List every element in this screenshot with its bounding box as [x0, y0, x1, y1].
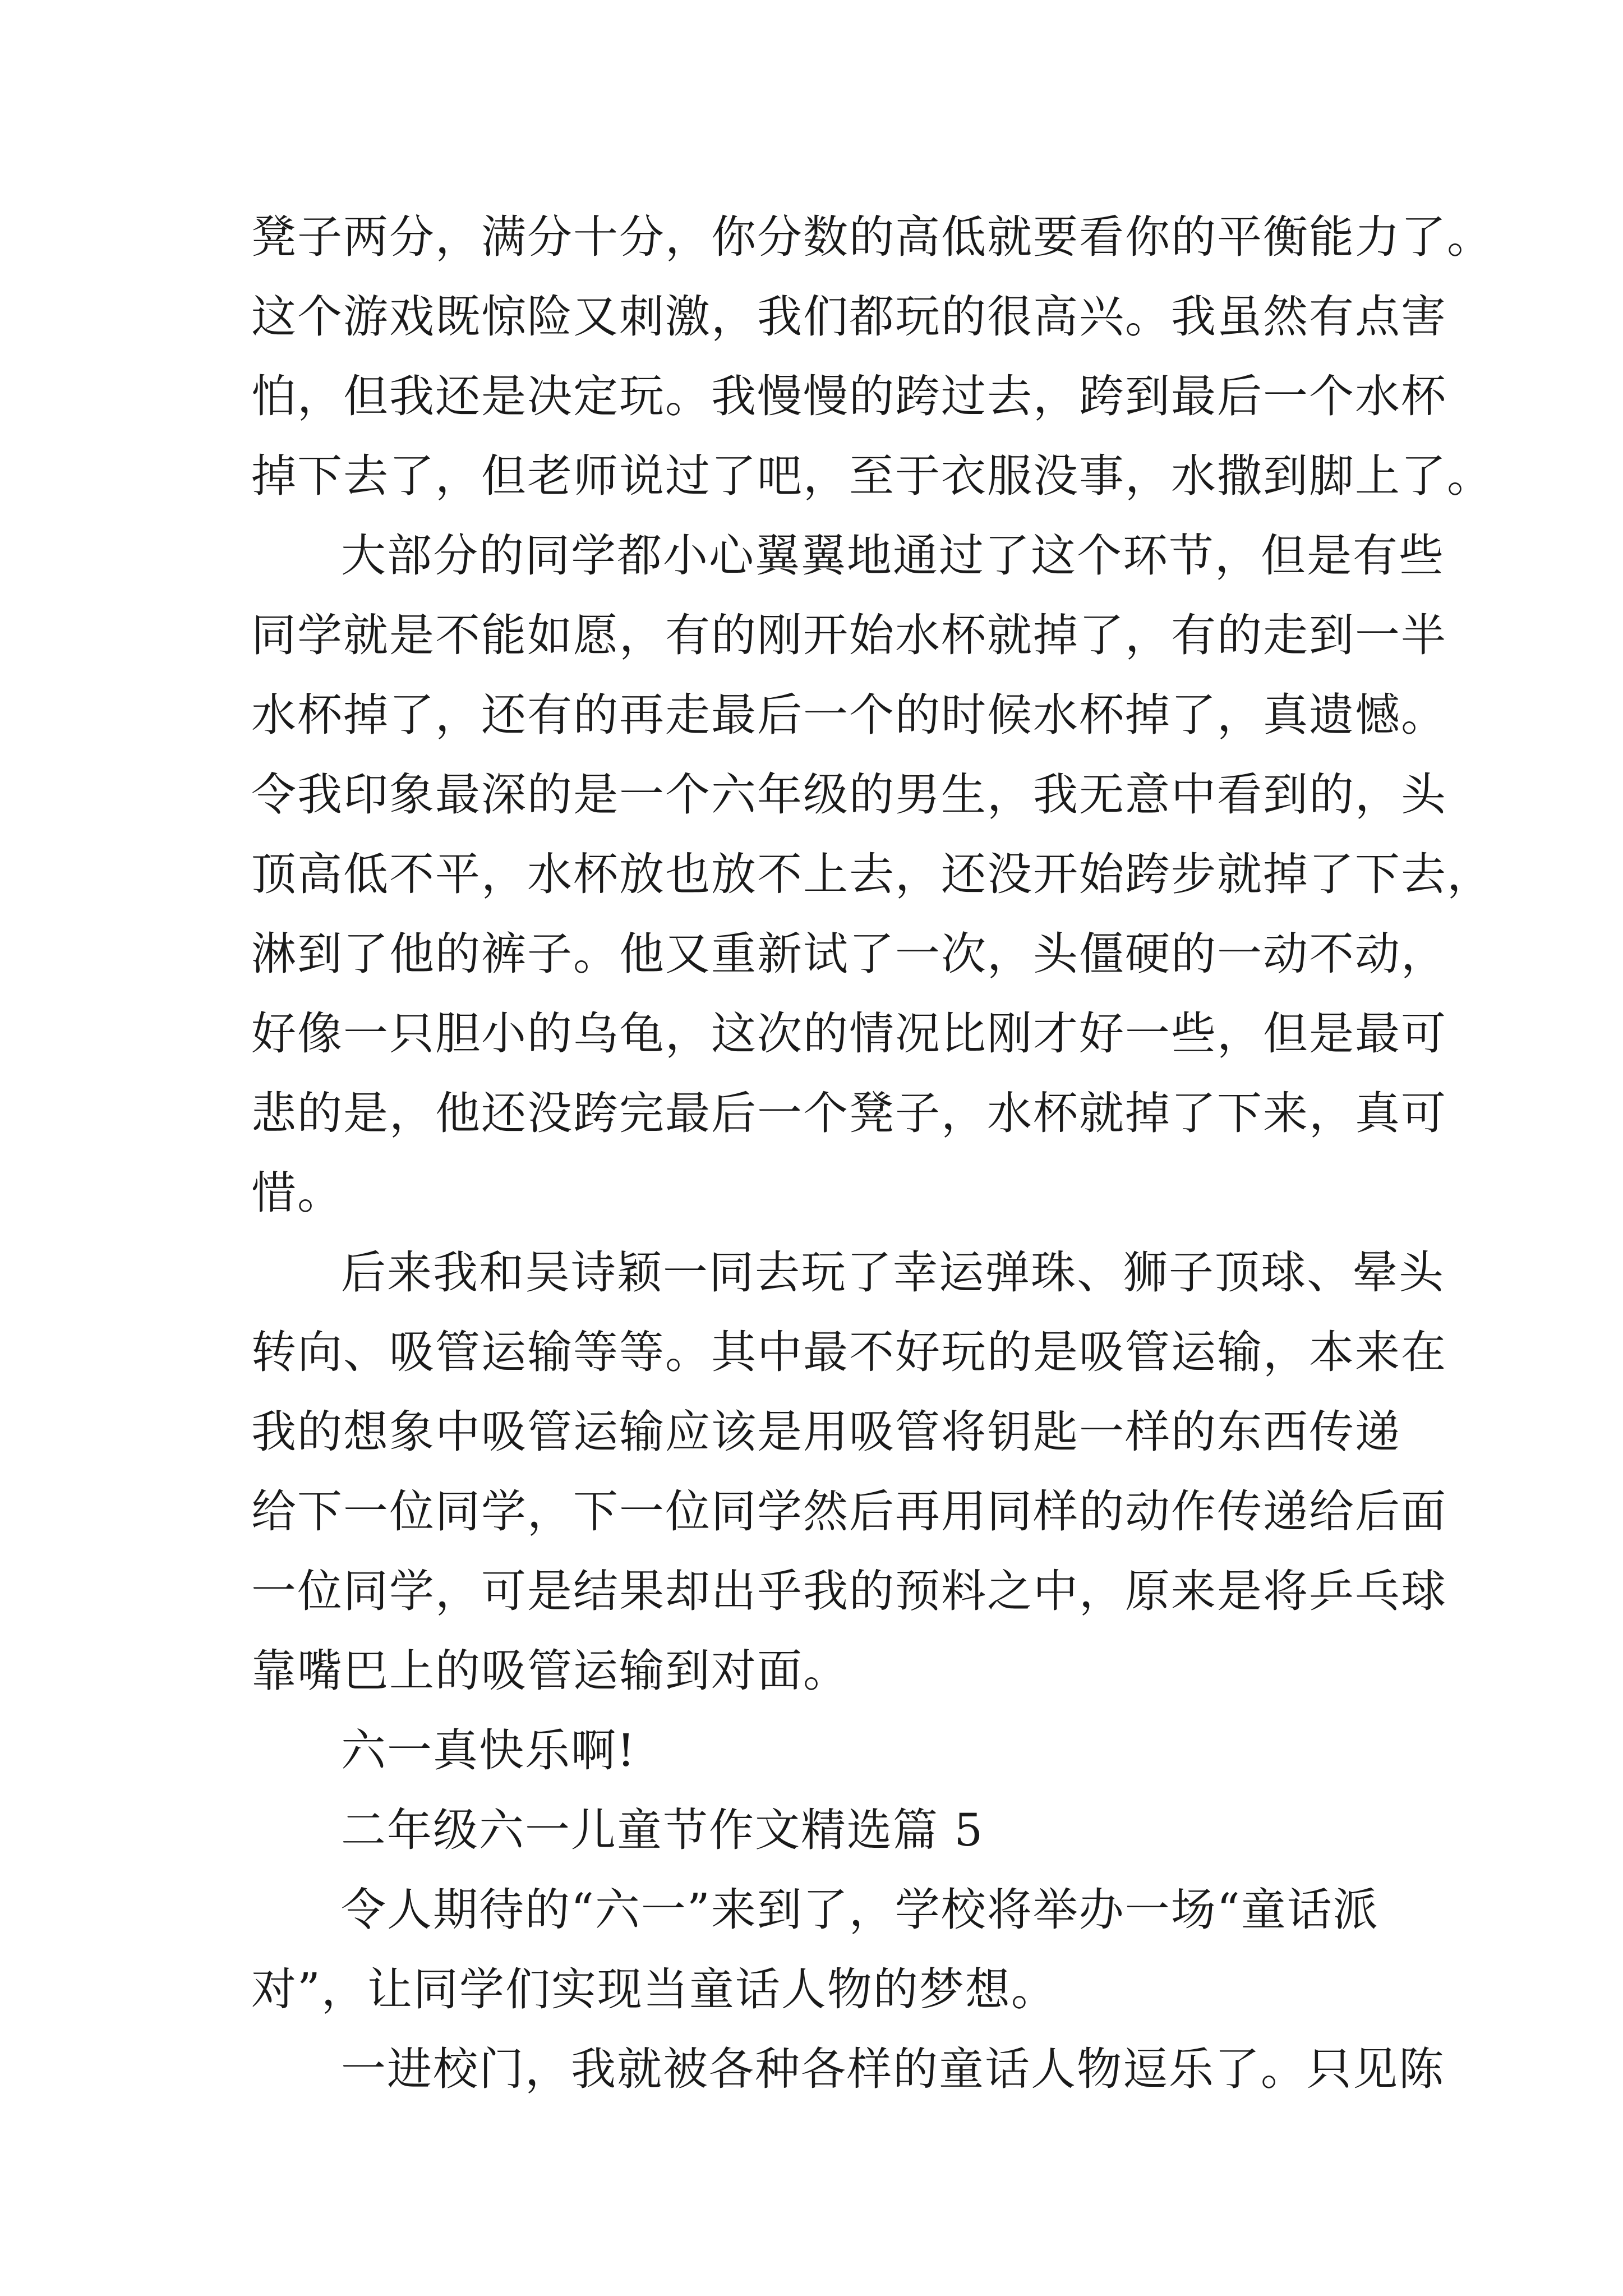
document-body [251, 197, 1493, 2109]
text-line: 怕，但我还是决定玩。我慢慢的跨过去，跨到最后一个水杯 [251, 370, 1447, 422]
paragraph-start-line: 令人期待的“六一”来到了，学校将举办一场“童话派 [341, 1884, 1379, 1936]
text-line: 惜。 [251, 1167, 343, 1219]
text-line: 水杯掉了，还有的再走最后一个的时候水杯掉了，真遗憾。 [251, 689, 1447, 741]
paragraph-start-line: 六一真快乐啊! [341, 1724, 637, 1777]
text-line: 我的想象中吸管运输应该是用吸管将钥匙一样的东西传递 [251, 1406, 1401, 1458]
text-line: 这个游戏既惊险又刺激，我们都玩的很高兴。我虽然有点害 [251, 291, 1447, 343]
text-line: 悲的是，他还没跨完最后一个凳子，水杯就掉了下来，真可 [251, 1087, 1447, 1139]
text-line: 给下一位同学，下一位同学然后再用同样的动作传递给后面 [251, 1485, 1447, 1538]
text-line: 顶高低不平，水杯放也放不上去，还没开始跨步就掉了下去， [251, 848, 1493, 900]
text-line: 掉下去了，但老师说过了吧，至于衣服没事，水撒到脚上了。 [251, 450, 1493, 502]
text-line: 一位同学，可是结果却出乎我的预料之中，原来是将乒乓球 [251, 1565, 1447, 1617]
paragraph-start-line: 后来我和吴诗颖一同去玩了幸运弹珠、狮子顶球、晕头 [341, 1246, 1445, 1299]
text-line: 凳子两分，满分十分，你分数的高低就要看你的平衡能力了。 [251, 211, 1493, 263]
text-line: 转向、吸管运输等等。其中最不好玩的是吸管运输，本来在 [251, 1326, 1447, 1378]
text-line: 同学就是不能如愿，有的刚开始水杯就掉了，有的走到一半 [251, 609, 1447, 661]
paragraph-start-line: 大部分的同学都小心翼翼地通过了这个环节，但是有些 [341, 530, 1445, 582]
section-heading: 二年级六一儿童节作文精选篇 5 [341, 1804, 984, 1856]
text-line: 令我印象最深的是一个六年级的男生，我无意中看到的，头 [251, 769, 1447, 821]
text-line: 对”，让同学们实现当童话人物的梦想。 [251, 1963, 1057, 2016]
paragraph-start-line: 一进校门，我就被各种各样的童话人物逗乐了。只见陈 [341, 2043, 1445, 2095]
text-line: 好像一只胆小的乌龟，这次的情况比刚才好一些，但是最可 [251, 1007, 1447, 1060]
text-line: 靠嘴巴上的吸管运输到对面。 [251, 1645, 849, 1697]
text-line: 淋到了他的裤子。他又重新试了一次，头僵硬的一动不动， [251, 928, 1447, 980]
